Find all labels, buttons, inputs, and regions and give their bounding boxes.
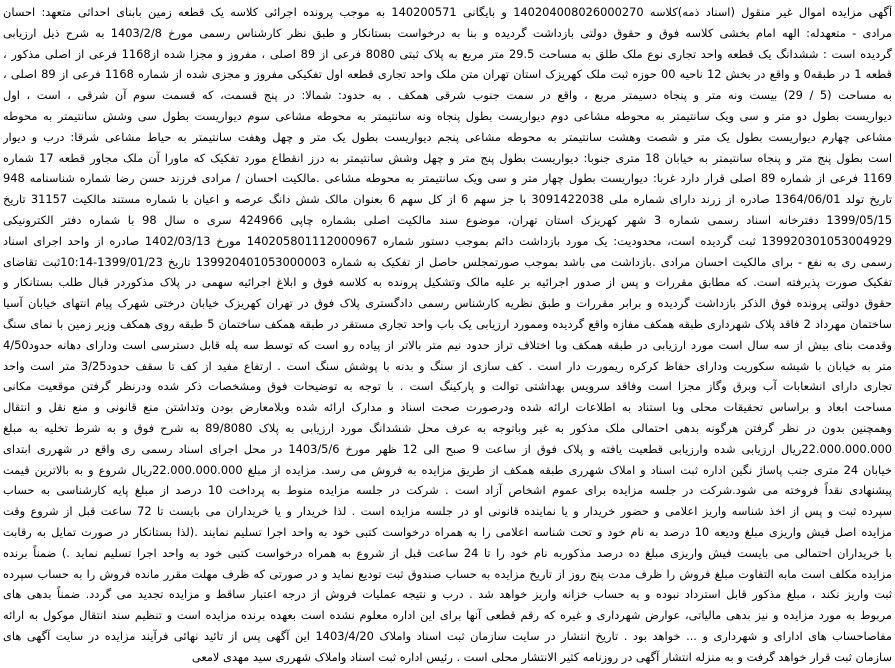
notice-line-27: با خریداران احتمالی می بایست فیش واریزی مبلغ ده درصد مذکوربه نام خود را تا 24 ساعت قبل از شروع به همراه درخواست کتبی خود به واحد اجرا تسلیم نماید .) ضمناً برنده	[3, 545, 892, 560]
notice-line-3: گردیده است : ششدانگ یک قطعه واحد تجاری نوع ملک طلق به مساحت 29.5 متر مربع به پلاک ثبتی 8080 فرعی از 89 اصلی ، مفروز و مجزا شده از1168 فرعی از اصلی مذکور ،	[3, 46, 892, 61]
notice-line-7: مشاعی چهارم دیواریست بطول یک متر و شصت وهشت سانتیمتر به محوطه مشاعی پنجم دیواریست بطول یک متر و چهل وهفت سانتیمتر به حیاط مشاعی شرقا: درب و دیوار	[3, 129, 892, 144]
notice-line-9: 1169 فرعی از شماره 89 اصلی قرار دارد غربا: دیواریست بطول چهار متر و سی ویک سانتیمتر به محوطه مشاعی .مالکیت احسان / مرادی فرزند حسن رضا شماره شناسنامه 948	[3, 171, 892, 186]
notice-line-18: متر به خیابان با شیشه سکوریت ودارای حفاظ کرکره ریمورت دار است . کف سازی از سنگ و بدنه با پوشش سنگ است . ارتفاع مفید از کف تا سقف حدود3/25 متر است واحد	[3, 358, 892, 373]
notice-line-28: مزایده مکلف است مابه التفاوت مبلغ فروش را ظرف مدت پنج روز از تاریخ مزایده به حساب صندوق ثبت تودیع نماید و در صورتی که ظرف مهلت مقرر مانده فروش را به حساب سپرده	[3, 566, 892, 581]
notice-line-26: مزایده اصل فیش واریزی مبلغ ودیعه 10 درصد به نام خود و تحت شناسه اعلامی را به همراه درخواست کتبی خود به واحد اجرا تسلیم نمایند .(لذا بستانکار در صورت تمایل به رقابت	[3, 524, 892, 539]
notice-line-13: رسمی ری به نفع - برای مالکیت احسان مرادی .بازداشت می باشد بموجب صورتمجلس حاصل از تفکیک به شماره 139920401053000003 تاریخ 1399/01/23-10:14ثبت تقاضای	[3, 254, 892, 269]
notice-line-31: مفاصاحساب های ادارای و شهرداری و ... خواهد بود . تاریخ انتشار در سایت سازمان ثبت اسناد واملاک 1403/4/20 این آگهی پس از تائید نهائی فرآیند مزایده در سایت آگهی های	[3, 628, 892, 643]
auction-notice	[3, 2, 892, 664]
notice-line-14: تفکیک صورت پذیرفته است. که مطابق مقررات و پس از صدور اجرائیه بر علیه مالک وتشکیل پرونده به کلاسه فوق و ابلاغ اجرائیه سهمی در پلاک مذکوردر قبال طلب بستانکار و	[3, 275, 892, 290]
notice-line-12: 139920301053004929 ثبت گردیده است، محدودیت: یک مورد بازداشت دائم بموجب دستور شماره 140205801112000967 مورخ 1402/03/13 صادره از واحد اجرای اسناد	[3, 233, 892, 248]
notice-line-20: مساحت ابعاد و براساس تحقیقات محلی وبا استناد به اطلاعات ارائه شده ودرصورت صحت اسناد و مدارک ارائه شده وبلامعارض بودن وتداشتن منع قانونی و منع نقل و انتقال	[3, 400, 892, 415]
notice-line-29: ثبت واریز نکند ، مبلغ مذکور قابل استرداد نبوده و به حساب خزانه واریز خواهد شد . درب و نتیجه عملیات فروش از درجه اعتبار ساقط و مزایده تجدید می گردد. ضمناً بدهی های	[3, 587, 892, 602]
notice-line-17: وقدمت بنای بیش از سه سال است مورد ارزیابی در طبقه همکف وبا اختلاف تراز حدود نیم متر بالاتر از پیاده رو است که توسط سه پله قابل دسترسی است ودارای دهانه حدود4/50	[3, 337, 892, 352]
notice-line-4: قطعه 1 در طبقه0 و واقع در بخش 12 ناحیه 00 حوزه ثبت ملک کهریزک استان تهران متن ملک واحد تجاری قطعه اول تفکیکی مفروز و مجزی شده از شماره 1168 فرعی از 89 اصلی ،	[3, 67, 892, 82]
notice-line-6: دیواریست بطول دو متر و سی ویک سانتیمتر به محوطه مشاعی دوم دیواریست بطول پنجاه ونه سانتیمتر به محوطه مشاعی سوم دیواریست بطول سی وشش سانتیمتر به محوطه	[3, 108, 892, 123]
notice-line-19: تجاری دارای انشعابات آب وبرق وگاز مجزا است وفاقد سرویس بهداشتی توالت و پارکینگ است . با توجه به توضیحات فوق ومشخصات ذکر شده ودرنظر گرفتن موقعیت مکانی	[3, 379, 892, 394]
notice-line-32: سازمان ثبت قرار خواهد گرفت و به منزله انتشار آگهی در روزنامه کثیر الانتشار محلی است . رئیس اداره ثبت اسناد واملاک شهرری سید مهدی لامعی	[191, 649, 892, 664]
notice-line-24: پیشنهادی نقداً فروخته می شود.شرکت در جلسه مزایده برای عموم اشخاص آزاد است . شرکت در جلسه مزایده منوط به پرداخت 10 درصد از مبلغ پایه کارشناسی به حساب	[3, 483, 892, 498]
notice-line-1: آگهی مزایده اموال غیر منقول (اسناد ذمه)کلاسه 140204008026000270 و بایگانی 140200571 به موجب پرونده اجرائی کلاسه یک قطعه زمین بابنای احداثی متعهد: احسان	[3, 5, 892, 19]
notice-line-23: خیابان 24 متری جنب پاساژ نگین اداره ثبت اسناد و املاک شهرری طبقه همکف از طریق مزایده به فروش می رسد. مزایده از مبلغ 22.000.000.000ریال شروع و به بالاترین قیمت	[3, 462, 892, 477]
notice-line-5: به مساحت (5 / 29) بیست ونه متر و پنجاه دسیمتر مربع ، واقع در سمت جنوب شرقی همکف . به حدود: شمالا: در پنج قسمت، که قسمت سوم آن شرقی ، است ، اول	[3, 88, 892, 103]
notice-line-11: 1399/05/15 دفترخانه اسناد رسمی شماره 3 شهر کهریزک استان تهران، موضوع سند مالکیت اصلی بشماره چاپی 424966 سری ه سال 98 با شماره دفتر الکترونیکی	[3, 212, 892, 227]
notice-line-22: 22.000.000.000ریال ارزیابی شده وارزیابی قطعیت یافته و پلاک فوق از ساعت 9 صبح الی 12 ظهر مورخ 1403/5/6 در محل اجرای اسناد رسمی ری واقع در شهرری ابتدای	[3, 441, 892, 456]
notice-line-25: سپرده ثبت و پس از اخذ شناسه واریز اعلامی و حضور خریدار و یا نماینده قانونی او در جلسه مزایده است . لذا خریدار و یا خریداران می بایست تا 72 ساعت قبل از شروع وقت	[3, 504, 892, 519]
notice-line-2: مرادی - متعهدله: الهه امام بخشی کلاسه فوق و حقوق دولتی بازداشت گردیده و بنا به درخواست بستانکار و طبق نظر کارشناس رسمی مورخ 1403/2/8 به شرح ذیل ارزیابی	[3, 25, 892, 40]
notice-line-30: مربوط به مورد مزایده و نیز بدهی مالیاتی، عوارض شهرداری و غیره که رقم قطعی آنها برای این اداره معلوم نشده است بعهده برنده مزایده است و تنظیم سند انتقال موکول به ارائه	[3, 608, 892, 623]
notice-line-16: ساختمان مهرداد 2 فاقد پلاک شهرداری طبقه همکف مفازه واقع گردیده وممورد ارزیابی یک باب واحد تجاری مستقر در طبقه همکف ساختمان 5 طبقه روی همکف وزیر زمین با نمای سنگ	[3, 316, 892, 331]
notice-line-15: حقوق دولتی پرونده فوق الذکر بازداشت گردیده و برابر مقررات و طبق نظریه کارشناس رسمی دادگستری پلاک فوق در تهران کهریزک خیابان درختی شهرک پیام انتهای خیابان آسیا	[3, 296, 892, 311]
notice-line-21: وهمچنین بدون در نظر گرفتن هرگونه بدهی احتمالی ملک مذکور به غیر وباتوجه به عرف محل ششدانگ مورد ارزیابی به پلاک 89/8080 به شرح فوق و به شرط تخلیه به مبلغ	[3, 420, 892, 435]
notice-line-8: است بطول پنج متر و پنجاه سانتیمتر به خیابان 18 متری جنوبا: دیواریست بطول پنج متر و چهل وشش سانتیمتر به درز انقطاع مورد تفکیک که ماورا آن ملک مجاور قطعه 17 شماره	[3, 150, 892, 165]
notice-line-10: تاریخ تولد 1364/06/01 صادره از زرند دارای شماره ملی 3091422038 با جز سهم 6 از کل سهم 6 بعنوان مالک شش دانگ عرصه و اعیان با شماره مستند مالکیت 31157 تاریخ	[3, 192, 892, 207]
